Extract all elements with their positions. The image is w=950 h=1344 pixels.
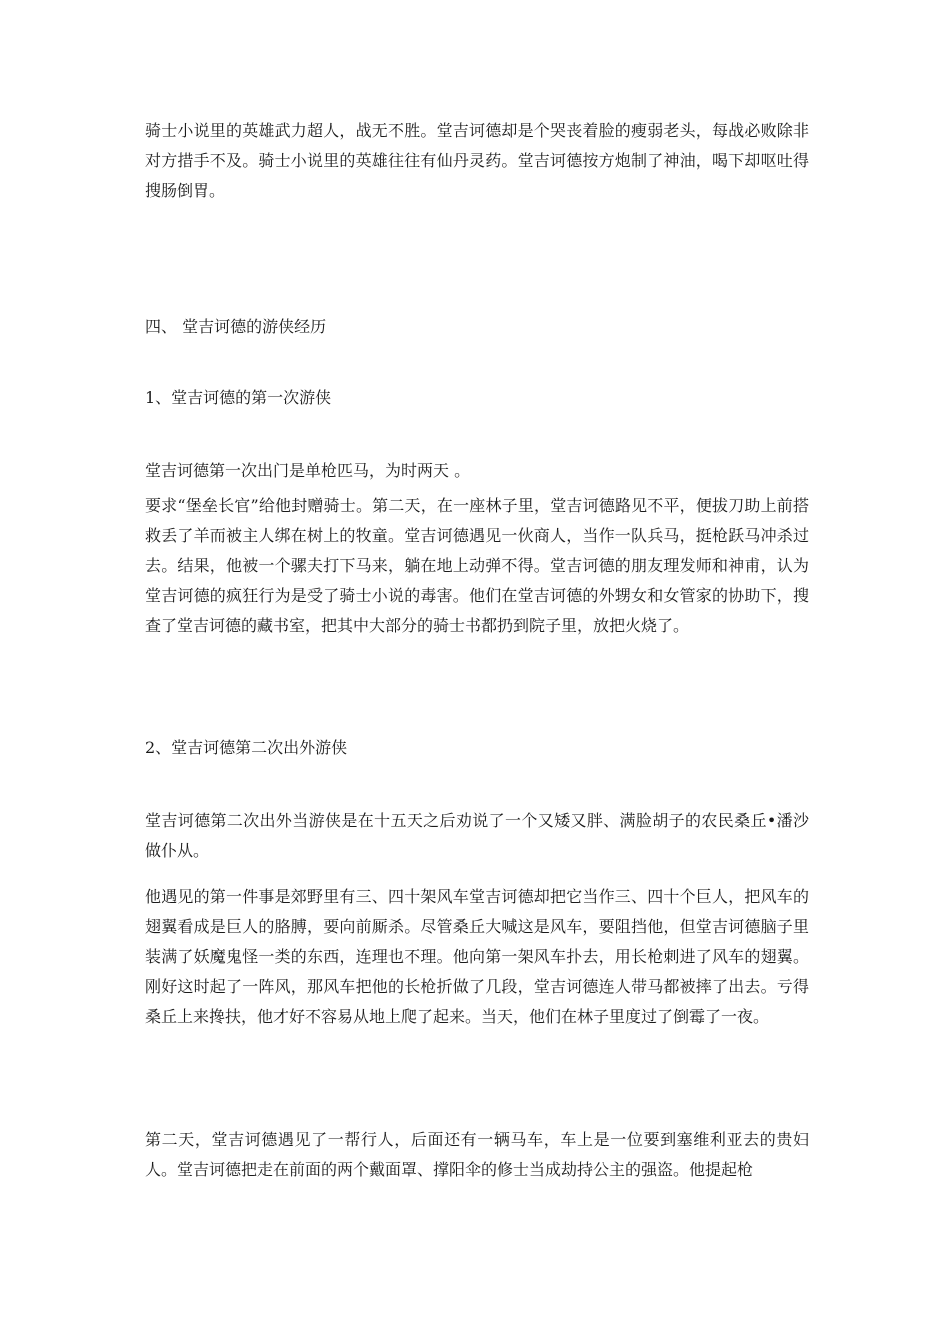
paragraph-next-day: 第二天，堂吉诃德遇见了一帮行人，后面还有一辆马车，车上是一位要到塞维利亚去的贵妇人。堂吉诃德把走在前面的两个戴面罩、撑阳伞的修士当成劫持公主的强盗。他提起枪	[145, 1130, 809, 1179]
paragraph-first-departure: 堂吉诃德第一次出门是单枪匹马，为时两天 。	[145, 461, 471, 480]
section-heading: 四、 堂吉诃德的游侠经历	[145, 317, 327, 336]
paragraph-first-journey-events: 要求“堡垒长官”给他封赠骑士。第二天，在一座林子里，堂吉诃德路见不平，便拔刀助上前搭救丢了羊而被主人绑在树上的牧童。堂吉诃德遇见一伙商人，当作一队兵马，挺枪跃马冲杀过去。结果，他被一个骡夫打下马来，躺在地上动弹不得。堂吉诃德的朋友理发师和神甫，认为堂吉诃德的疯狂行为是受了骑士小说的毒害。他们在堂吉诃德的外甥女和女管家的协助下，搜查了堂吉诃德的藏书室，把其中大部分的骑士书都扔到院子里，放把火烧了。	[145, 496, 809, 635]
paragraph-windmills: 他遇见的第一件事是郊野里有三、四十架风车堂吉诃德却把它当作三、四十个巨人，把风车的翅翼看成是巨人的胳膊，要向前厮杀。尽管桑丘大喊这是风车，要阻挡他，但堂吉诃德脑子里装满了妖魔鬼怪一类的东西，连理也不理。他向第一架风车扑去，用长枪刺进了风车的翅翼。刚好这时起了一阵风，那风车把他的长枪折做了几段，堂吉诃德连人带马都被摔了出去。亏得桑丘上来搀扶，他才好不容易从地上爬了起来。当天，他们在林子里度过了倒霉了一夜。	[145, 887, 809, 1026]
paragraph-knight-novel-comparison: 骑士小说里的英雄武力超人，战无不胜。堂吉诃德却是个哭丧着脸的瘦弱老头，每战必败除非对方措手不及。骑士小说里的英雄往往有仙丹灵药。堂吉诃德按方炮制了神油，喝下却呕吐得搜肠倒胃。	[145, 121, 809, 200]
subheading-second-journey: 2、堂吉诃德第二次出外游侠	[145, 738, 348, 757]
paragraph-second-departure: 堂吉诃德第二次出外当游侠是在十五天之后劝说了一个又矮又胖、满脸胡子的农民桑丘•潘沙做仆从。	[145, 811, 809, 860]
subheading-first-journey: 1、堂吉诃德的第一次游侠	[145, 388, 332, 407]
